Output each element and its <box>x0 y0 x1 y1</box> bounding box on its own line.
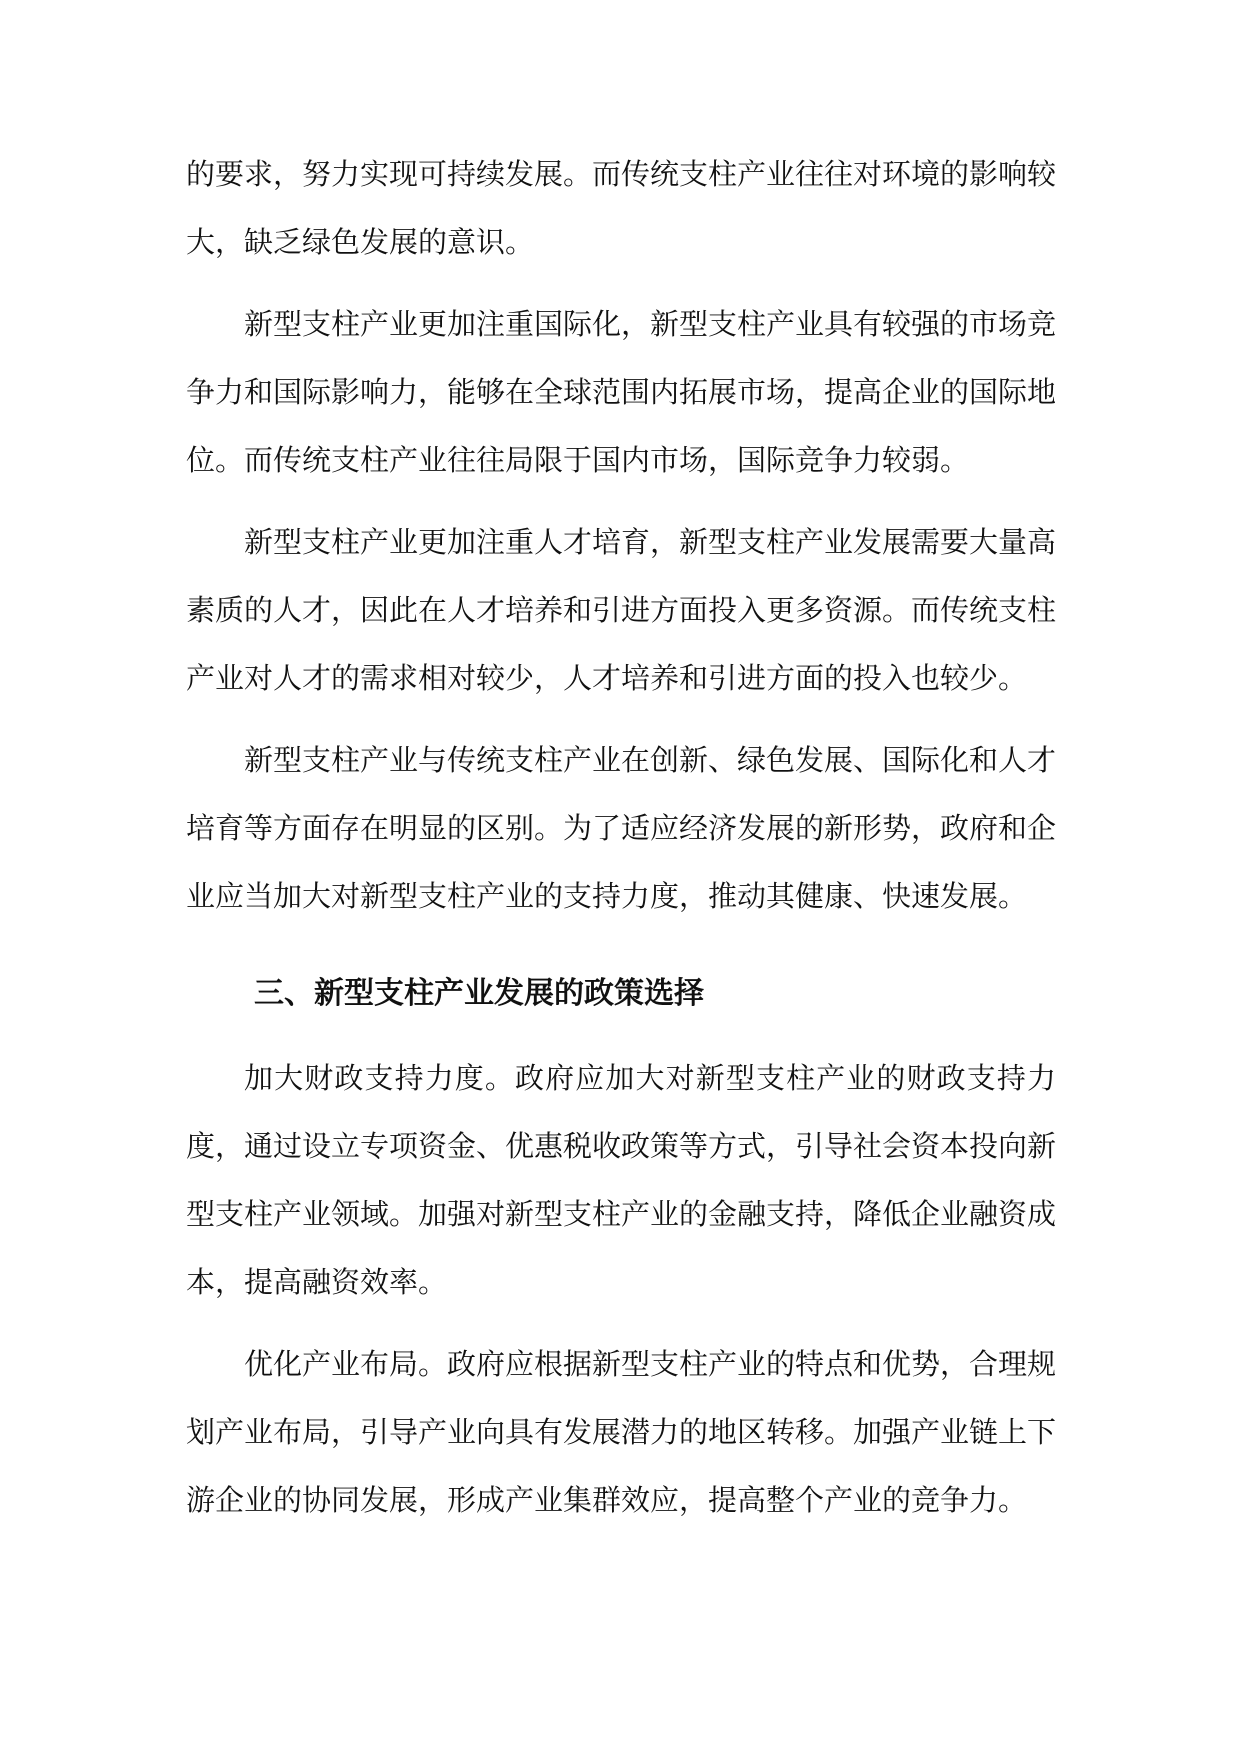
paragraph-6: 优化产业布局。政府应根据新型支柱产业的特点和优势，合理规划产业布局，引导产业向具有发展潜力的地区转移。加强产业链上下游企业的协同发展，形成产业集群效应，提高整个产业的竞争力。 <box>186 1347 1057 1517</box>
paragraph-2: 新型支柱产业更加注重国际化，新型支柱产业具有较强的市场竞争力和国际影响力，能够在全球范围内拓展市场，提高企业的国际地位。而传统支柱产业往往局限于国内市场，国际竞争力较弱。 <box>186 307 1057 477</box>
document-body <box>186 140 1056 1534</box>
paragraph-1: 的要求，努力实现可持续发展。而传统支柱产业往往对环境的影响较大，缺乏绿色发展的意识。 <box>186 157 1057 259</box>
paragraph-5: 加大财政支持力度。政府应加大对新型支柱产业的财政支持力度，通过设立专项资金、优惠税收政策等方式，引导社会资本投向新型支柱产业领域。加强对新型支柱产业的金融支持，降低企业融资成本，提高融资效率。 <box>186 1061 1057 1299</box>
paragraph-4: 新型支柱产业与传统支柱产业在创新、绿色发展、国际化和人才培育等方面存在明显的区别。为了适应经济发展的新形势，政府和企业应当加大对新型支柱产业的支持力度，推动其健康、快速发展。 <box>186 743 1057 913</box>
paragraph-3: 新型支柱产业更加注重人才培育，新型支柱产业发展需要大量高素质的人才，因此在人才培养和引进方面投入更多资源。而传统支柱产业对人才的需求相对较少，人才培养和引进方面的投入也较少。 <box>186 525 1057 695</box>
section-heading: 三、新型支柱产业发展的政策选择 <box>254 976 704 1011</box>
